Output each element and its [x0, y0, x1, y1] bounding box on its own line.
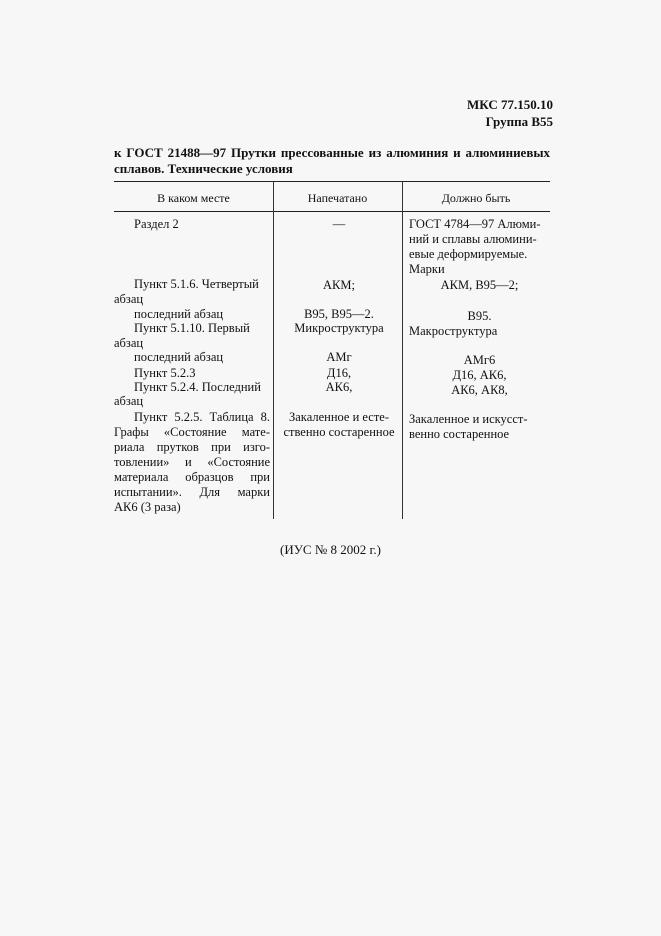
row-where-line: испытании». Для марки [114, 485, 270, 499]
row-where-line: Пункт 5.2.4. Последний [134, 380, 261, 394]
row-where-line: материала образцов при [114, 470, 270, 484]
row-where-line: АК6 (3 раза) [114, 500, 181, 514]
row-should-be-line: Макроструктура [409, 324, 498, 338]
column-divider-1 [273, 181, 274, 519]
row-printed-line: АМг [326, 350, 352, 364]
row-should-be-line: венно состаренное [409, 427, 510, 441]
row-where-line: абзац [114, 394, 144, 408]
row-printed-line: Закаленное и есте- [289, 410, 389, 424]
row-should-be-line: ний и сплавы алюмини- [409, 232, 537, 246]
row-where-line: Графы «Состояние мате- [114, 425, 270, 439]
row-should-be-line: Закаленное и искусст- [409, 412, 528, 426]
header-where: В каком месте [157, 191, 230, 205]
row-where-line: Пункт 5.1.6. Четвертый [134, 277, 259, 291]
table-top-rule [114, 181, 550, 182]
row-printed-line: Микроструктура [294, 321, 384, 335]
column-divider-2 [402, 181, 403, 519]
row-printed-line: АК6, [325, 380, 353, 394]
row-where-line: Пункт 5.1.10. Первый [134, 321, 250, 335]
row-where-line: абзац [114, 336, 144, 350]
row-should-be-line: Д16, АК6, [452, 368, 507, 382]
row-should-be-line: АКМ, В95—2; [440, 278, 519, 292]
row-where-line: Пункт 5.2.5. Таблица 8. [134, 410, 270, 424]
row-printed-line: ственно состаренное [283, 425, 395, 439]
row-should-be-line: АМг6 [463, 353, 496, 367]
row-where-line: Раздел 2 [134, 217, 179, 231]
header-should-be: Должно быть [441, 191, 511, 205]
row-should-be-line: АК6, АК8, [451, 383, 508, 397]
row-where-line: товлении» и «Состояние [114, 455, 270, 469]
row-where-line: Пункт 5.2.3 [134, 366, 196, 380]
group-code: Группа В55 [485, 114, 553, 129]
source-citation: (ИУС № 8 2002 г.) [280, 542, 381, 557]
row-where-line: абзац [114, 292, 144, 306]
row-should-be-line: Марки [409, 262, 445, 276]
amendment-title: к ГОСТ 21488—97 Прутки прессованные из алюминия и алюминиевых сплавов. Технические условия [114, 145, 550, 176]
row-should-be-line: евые деформируемые. [409, 247, 528, 261]
row-should-be-line: В95. [467, 309, 492, 323]
row-printed-line: Д16, [326, 366, 352, 380]
row-should-be-line: ГОСТ 4784—97 Алюми- [409, 217, 541, 231]
row-printed-line: АКМ; [323, 278, 355, 292]
row-printed-line: В95, В95—2. [304, 307, 374, 321]
table-header-rule [114, 211, 550, 212]
row-where-line: последний абзац [134, 307, 224, 321]
mks-code: МКС 77.150.10 [466, 97, 553, 112]
row-where-line: риала прутков при изго- [114, 440, 270, 454]
row-where-line: последний абзац [134, 350, 224, 364]
header-printed: Напечатано [307, 191, 368, 205]
row-printed-line: — [332, 217, 346, 231]
